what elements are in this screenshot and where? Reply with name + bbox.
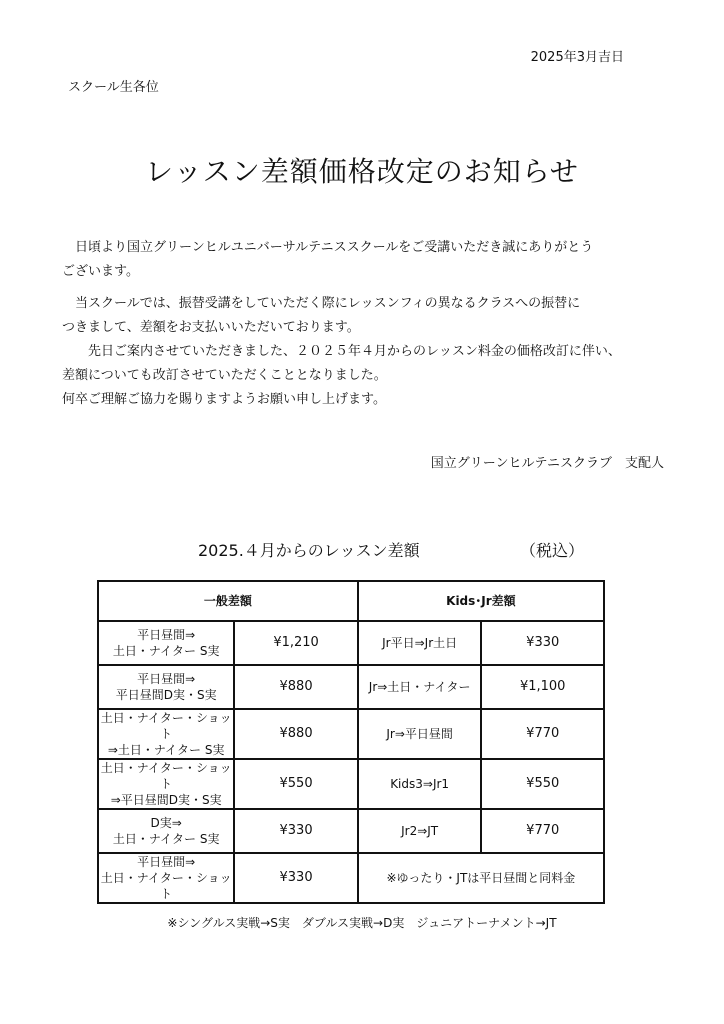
course-line: ⇒土日・ナイター S実	[107, 743, 225, 757]
general-course-cell	[98, 709, 234, 759]
general-price-cell: ¥1,210	[234, 621, 358, 665]
course-line: 平日昼間D実・S実	[115, 688, 217, 702]
table-title: 2025.４月からのレッスン差額	[198, 541, 420, 560]
course-line: 土日・ナイター・ショット	[100, 761, 232, 791]
price-difference-table	[97, 580, 605, 904]
table-row	[98, 759, 604, 809]
course-line: ⇒平日昼間D実・S実	[110, 793, 222, 807]
general-course-cell	[98, 665, 234, 709]
body-line: 日頃より国立グリーンヒルユニバーサルテニススクールをご受講いただき誠にありがとう	[62, 240, 594, 255]
kids-course-cell: Jr平日⇒Jr土日	[358, 621, 482, 665]
general-price-cell: ¥330	[234, 853, 358, 903]
general-price-cell: ¥550	[234, 759, 358, 809]
general-course-cell	[98, 759, 234, 809]
course-line: 土日・ナイター・ショット	[100, 871, 232, 901]
table-row	[98, 621, 604, 665]
table-row	[98, 665, 604, 709]
document-date: 2025年3月吉日	[530, 50, 624, 65]
body-text	[62, 236, 621, 412]
course-line: D実⇒	[150, 816, 182, 830]
general-course-cell	[98, 853, 234, 903]
signature: 国立グリーンヒルテニスクラブ 支配人	[430, 456, 664, 471]
table-row	[98, 853, 604, 903]
header-general: 一般差額	[98, 581, 358, 621]
kids-course-cell: Jr2⇒JT	[358, 809, 482, 853]
kids-price-cell: ¥1,100	[481, 665, 604, 709]
kids-note-cell: ※ゆったり・JTは平日昼間と同料金	[358, 853, 604, 903]
general-price-cell: ¥880	[234, 709, 358, 759]
general-price-cell: ¥330	[234, 809, 358, 853]
body-line: ございます。	[62, 264, 139, 279]
course-line: 土日・ナイター・ショット	[100, 711, 232, 741]
general-course-cell	[98, 621, 234, 665]
general-course-cell	[98, 809, 234, 853]
kids-price-cell: ¥770	[481, 709, 604, 759]
table-row	[98, 709, 604, 759]
general-price-cell: ¥880	[234, 665, 358, 709]
kids-course-cell: Jr⇒土日・ナイター	[358, 665, 482, 709]
body-line: 先日ご案内させていただきました、２０２５年４月からのレッスン料金の価格改訂に伴い、	[62, 344, 621, 359]
document-title: レッスン差額価格改定のお知らせ	[145, 155, 579, 188]
table-header-row	[98, 581, 604, 621]
footnote: ※シングルス実戦→S実 ダブルス実戦→D実 ジュニアトーナメント→JT	[167, 916, 557, 930]
kids-price-cell: ¥550	[481, 759, 604, 809]
kids-price-cell: ¥330	[481, 621, 604, 665]
tax-note: （税込）	[520, 541, 585, 560]
course-line: 平日昼間⇒	[137, 855, 196, 869]
table-row	[98, 809, 604, 853]
course-line: 土日・ナイター S実	[112, 832, 220, 846]
addressee: スクール生各位	[68, 80, 159, 95]
body-line: つきまして、差額をお支払いいただいております。	[62, 320, 360, 335]
course-line: 平日昼間⇒	[137, 672, 196, 686]
body-line: 何卒ご理解ご協力を賜りますようお願い申し上げます。	[62, 392, 386, 407]
course-line: 平日昼間⇒	[137, 628, 196, 642]
header-kids-jr: Kids･Jr差額	[358, 581, 604, 621]
body-line: 差額についても改訂させていただくこととなりました。	[62, 368, 387, 383]
body-line: 当スクールでは、振替受講をしていただく際にレッスンフィの異なるクラスへの振替に	[62, 296, 581, 311]
kids-course-cell: Jr⇒平日昼間	[358, 709, 482, 759]
kids-price-cell: ¥770	[481, 809, 604, 853]
kids-course-cell: Kids3⇒Jr1	[358, 759, 482, 809]
course-line: 土日・ナイター S実	[112, 644, 220, 658]
